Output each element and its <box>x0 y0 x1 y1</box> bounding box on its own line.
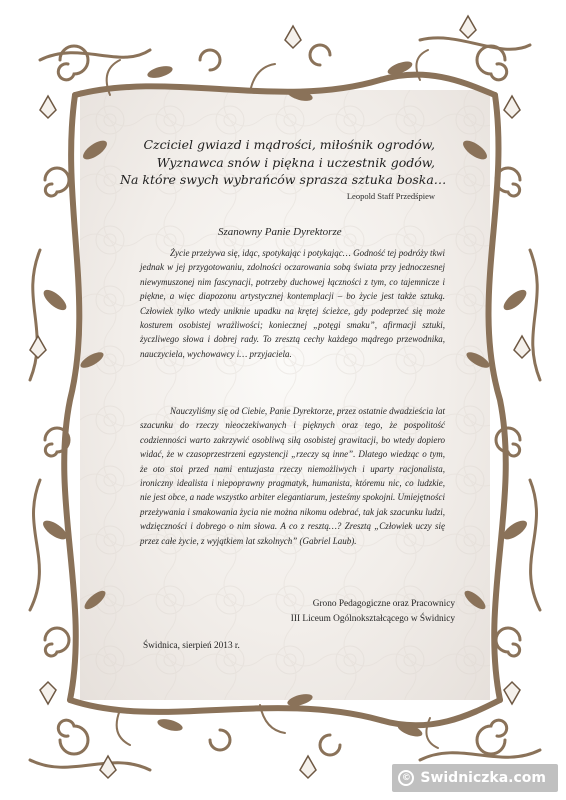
poem-attribution: Leopold Staff Przedśpiew <box>346 191 435 201</box>
salutation: Szanowny Panie Dyrektorze <box>218 226 342 238</box>
copyright-icon: © <box>398 770 414 786</box>
letter-paragraph: Życie przeżywa się, idąc, spotykając i potykając… Godność tej podróży tkwi jednak w jej przygotowaniu, zdolności oczarowania sobą świata przy jednoczesnej niewymuszonej nim fascynacji, potrzeby duchowej łączności z tym, co tajemnicze i piękne, a więc diapozonu artystycznej kontemplacji – bo życie jest także sztuką. Człowiek tylko wtedy uniknie upadku na krętej ścieżce, gdy podeprzeć się może kosturem osobistej wrażliwości; koniecznej „potęgi smaku”, afirmacji sztuki, życzliwego słowa i dobrej rady. To zresztą cechy każdego mądrego przewodnika, nauczyciela, wychowawcy i… przyjaciela. <box>140 248 445 359</box>
signature-block <box>215 597 455 627</box>
poem-line: Wyznawca snów i piękna i uczestnik godów, <box>156 154 435 170</box>
signature-line: Grono Pedagogiczne oraz Pracownicy <box>312 599 455 609</box>
watermark-text: Swidniczka.com <box>420 770 546 786</box>
poem-line: Czciciel gwiazd i mądrości, miłośnik ogrodów, <box>143 137 435 152</box>
poem-epigraph <box>120 136 447 189</box>
letter-paragraph: Nauczyliśmy się od Ciebie, Panie Dyrektorze, przez ostatnie dwadzieścia lat szacunku do rzeczy nieoczekiwanych i pięknych oraz tego, że pospolitość codzienności warto zakrzywić osobliwą siłą osobistej grawitacji, bo wtedy dopiero widać, że w czasoprzestrzeni egzystencji „rzeczy są inne”. Dlatego wiedząc o tym, że oto stoi przed nami entuzjasta rzeczy niemożliwych i uparty racjonalista, ironiczny idealista i niepoprawny pragmatyk, humanista, któremu nic, co ludzkie, nie jest obce, a nade wszystko arbiter elegantiarum, jesteśmy spokojni. Umiejętności przeżywania i smakowania życia nie można nikomu odebrać, tak jak szacunku ludzi, wdzięczności i dobrego o nim słowa. A co z resztą…? Zresztą „Człowiek uczy się przez całe życie, z wyjątkiem lat szkolnych” (Gabriel Laub). <box>140 406 445 546</box>
signature-line: III Liceum Ogólnokształcącego w Świdnicy <box>290 614 455 624</box>
poem-line: Na które swych wybrańców sprasza sztuka boska… <box>120 172 447 187</box>
place-date: Świdnica, sierpień 2013 r. <box>143 641 240 651</box>
site-watermark <box>392 764 558 792</box>
